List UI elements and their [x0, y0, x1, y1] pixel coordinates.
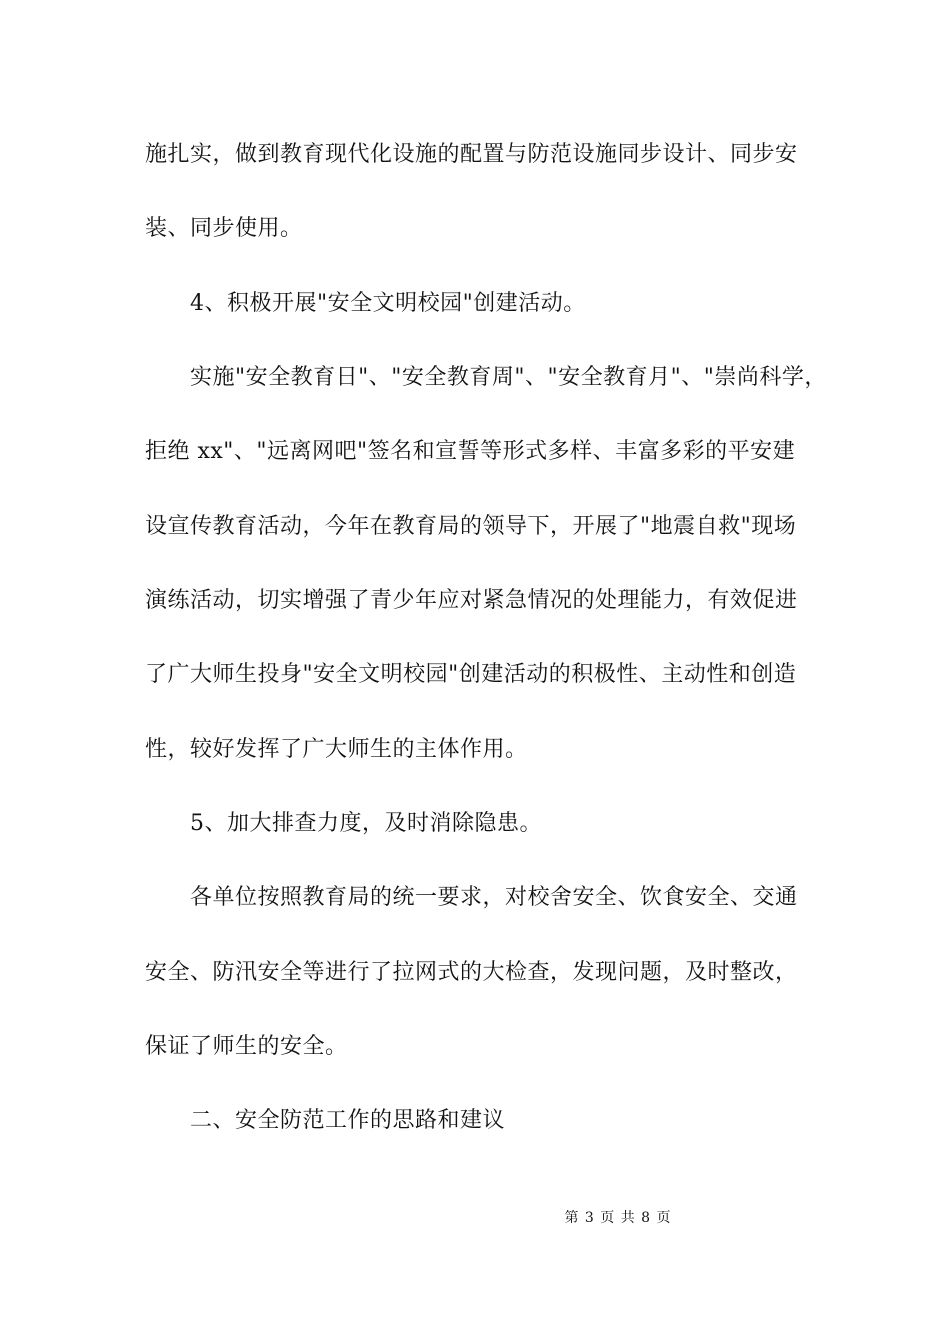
body-text-line: 保证了师生的安全。: [145, 1034, 348, 1059]
body-text-line: 实施"安全教育日"、"安全教育周"、"安全教育月"、"崇尚科学，: [190, 365, 827, 390]
section-heading-4: 4、积极开展"安全文明校园"创建活动。: [190, 291, 586, 316]
page-number: 第 3 页 共 8 页: [564, 1210, 672, 1226]
page-footer: [0, 1208, 950, 1228]
body-text-line: 设宣传教育活动，今年在教育局的领导下，开展了"地震自救"现场: [145, 514, 797, 539]
section-heading-5: 5、加大排查力度，及时消除隐患。: [190, 811, 542, 836]
body-text-line: 拒绝 xx"、"远离网吧"签名和宣誓等形式多样、丰富多彩的平安建: [145, 439, 796, 464]
body-text-line: 各单位按照教育局的统一要求，对校舍安全、饮食安全、交通: [190, 885, 798, 910]
section-heading-2: 二、安全防范工作的思路和建议: [190, 1108, 506, 1133]
body-text-line: 安全、防汛安全等进行了拉网式的大检查，发现问题，及时整改，: [145, 960, 798, 985]
body-text-line: 施扎实，做到教育现代化设施的配置与防范设施同步设计、同步安: [145, 142, 798, 167]
body-text-line: 性，较好发挥了广大师生的主体作用。: [145, 737, 528, 762]
body-text-line: 了广大师生投身"安全文明校园"创建活动的积极性、主动性和创造: [145, 662, 797, 687]
body-text-line: 装、同步使用。: [145, 216, 303, 241]
body-text-line: 演练活动，切实增强了青少年应对紧急情况的处理能力，有效促进: [145, 588, 798, 613]
